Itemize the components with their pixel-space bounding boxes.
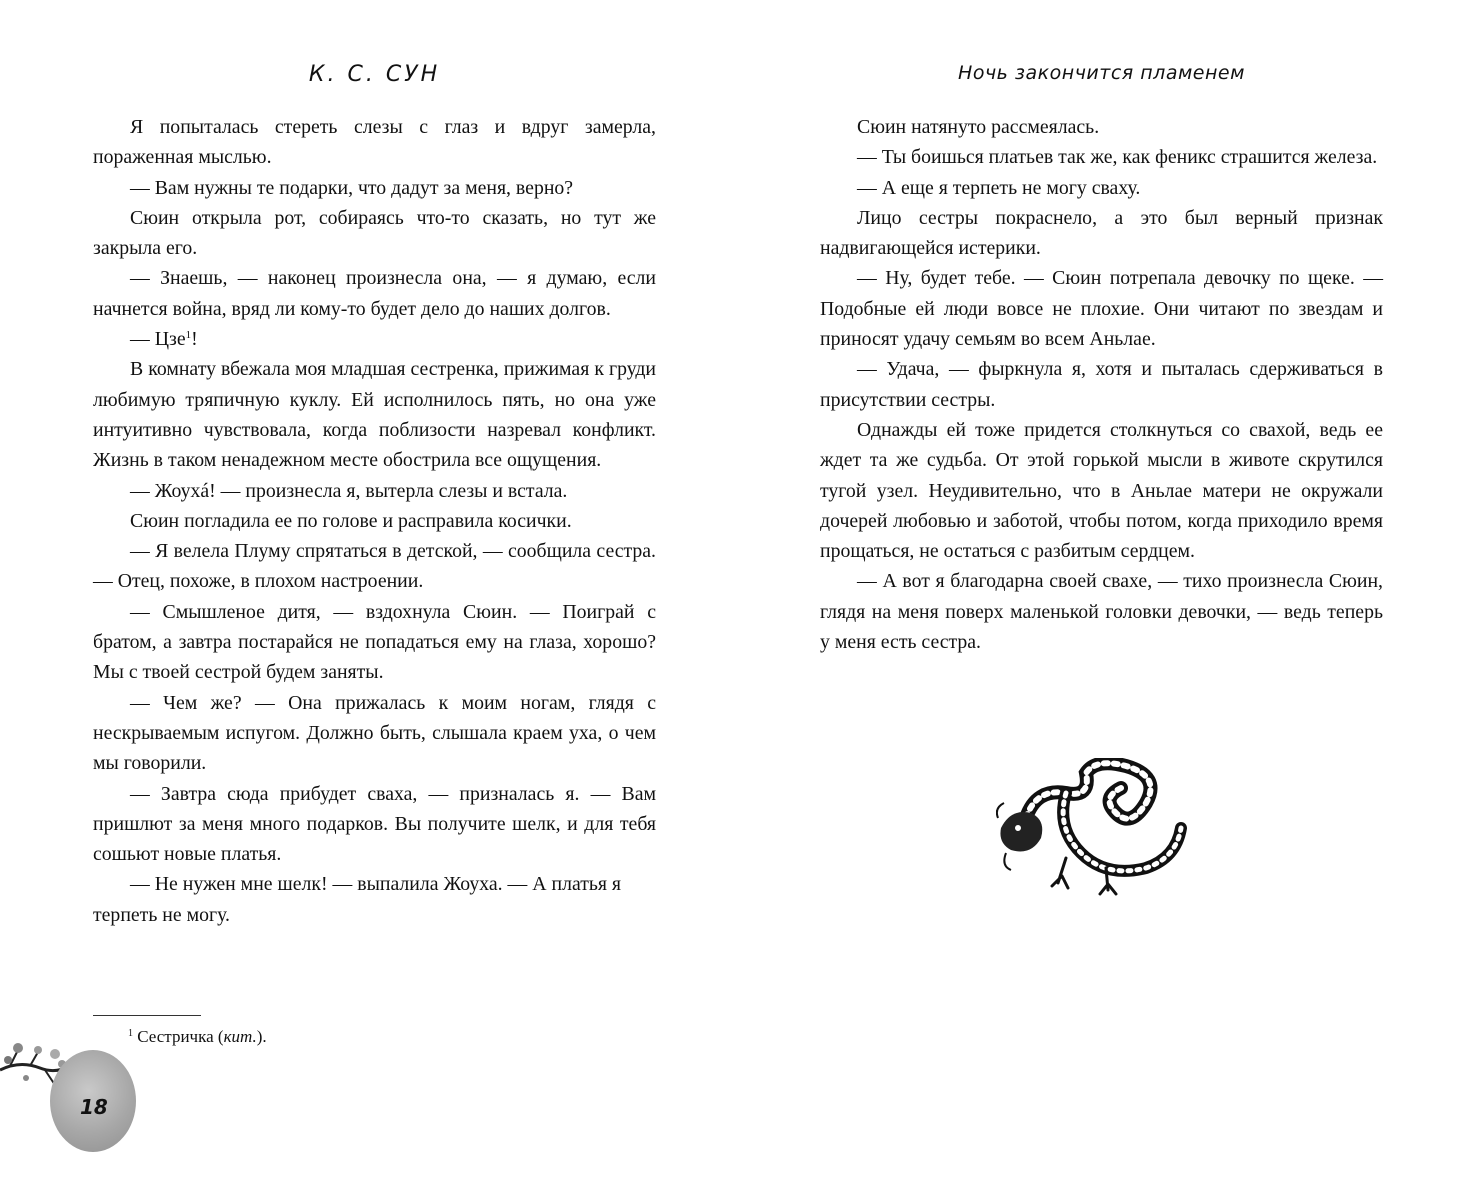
paragraph: — А еще я терпеть не могу сваху. <box>857 176 1141 199</box>
paragraph: Лицо сестры покраснело, а это был верный признак надвигающейся истерики. <box>820 206 1383 260</box>
paragraph: — Ну, будет тебе. — Сюин потрепала девочку по щеке. — Подобные ей люди вовсе не плохие. Они читают по звездам и приносят удачу семьям во всем Аньлае. <box>820 267 1383 351</box>
left-running-header: К. С. СУН <box>308 62 441 87</box>
paragraph: — Вам нужны те подарки, что дадут за меня, верно? <box>130 176 574 199</box>
paragraph: Сюин натянуто рассмеялась. <box>857 116 1100 138</box>
footnote: $^1$ Сестричка (кит.). <box>128 1027 267 1046</box>
paragraph: — Не нужен мне шелк! — выпалила Жоуха. — А платья я терпеть не могу. <box>93 873 622 926</box>
paragraph: — Завтра сюда прибудет сваха, — призналась я. — Вам пришлют за меня много подарков. Вы получите шелк, и для тебя сошьют новые платья. <box>93 782 656 866</box>
paragraph: — Удача, — фыркнула я, хотя и пыталась сдерживаться в присутствии сестры. <box>820 358 1383 411</box>
left-body-text <box>93 112 656 930</box>
left-page <box>0 0 738 1182</box>
paragraph: — Знаешь, — наконец произнесла она, — я думаю, если начнется война, вряд ли кому-то будет дело до наших долгов. <box>93 267 656 320</box>
exclamation: ! <box>191 328 198 351</box>
right-body-text <box>820 112 1383 657</box>
paragraph: — Чем же? — Она прижалась к моим ногам, глядя с нескрываемым испугом. Должно быть, слышала краем уха, о чем мы говорили. <box>93 691 656 775</box>
right-page <box>738 0 1477 1182</box>
footnote-text: Сестричка <box>137 1027 214 1046</box>
paragraph <box>93 324 656 354</box>
page-number: 18 <box>80 1095 108 1119</box>
paragraph: Сюин погладила ее по голове и расправила косички. <box>130 509 572 532</box>
paragraph: — Ты боишься платьев так же, как феникс страшится железа. <box>857 146 1378 169</box>
paragraph: — Жоухá! — произнесла я, вытерла слезы и встала. <box>130 479 568 502</box>
footnote-abbrev: кит. <box>223 1027 257 1046</box>
paragraph: — А вот я благодарна своей свахе, — тихо произнесла Сюин, глядя на меня поверх маленькой головки девочки, — ведь теперь у меня есть сестра. <box>820 570 1383 654</box>
paragraph: — Смышленое дитя, — вздохнула Сюин. — Поиграй с братом, а завтра постарайся не попадаться ему на глаза, хорошо? Мы с твоей сестрой будем заняты. <box>93 600 656 684</box>
right-running-header: Ночь закончится пламенем <box>958 62 1245 84</box>
paragraph-text: — Цзе <box>130 328 186 351</box>
footnote-number: 1 <box>128 1028 133 1039</box>
paragraph: В комнату вбежала моя младшая сестренка, прижимая к груди любимую тряпичную куклу. Ей исполнилось пять, но она уже интуитивно чувствовала, когда поблизости назревал конфликт. Жизнь в таком ненадежном месте обострила все ощущения. <box>93 358 656 472</box>
paragraph: Я попыталась стереть слезы с глаз и вдруг замерла, пораженная мыслью. <box>93 116 656 169</box>
paragraph: Сюин открыла рот, собираясь что-то сказать, но тут же закрыла его. <box>93 206 656 260</box>
footnote-divider <box>93 1015 201 1016</box>
dragon-illustration <box>996 758 1191 896</box>
paragraph: Однажды ей тоже придется столкнуться со свахой, ведь ее ждет та же судьба. От этой горькой мысли в животе скрутился тугой узел. Неудивительно, что в Аньлае матери не окружали дочерей любовью и заботой, чтобы потом, когда приходило время прощаться, не остаться с разбитым сердцем. <box>820 418 1383 563</box>
footnote-marker[interactable]: 1 <box>185 329 192 342</box>
paragraph: — Я велела Плуму спрятаться в детской, — сообщила сестра. — Отец, похоже, в плохом настроении. <box>93 540 656 593</box>
